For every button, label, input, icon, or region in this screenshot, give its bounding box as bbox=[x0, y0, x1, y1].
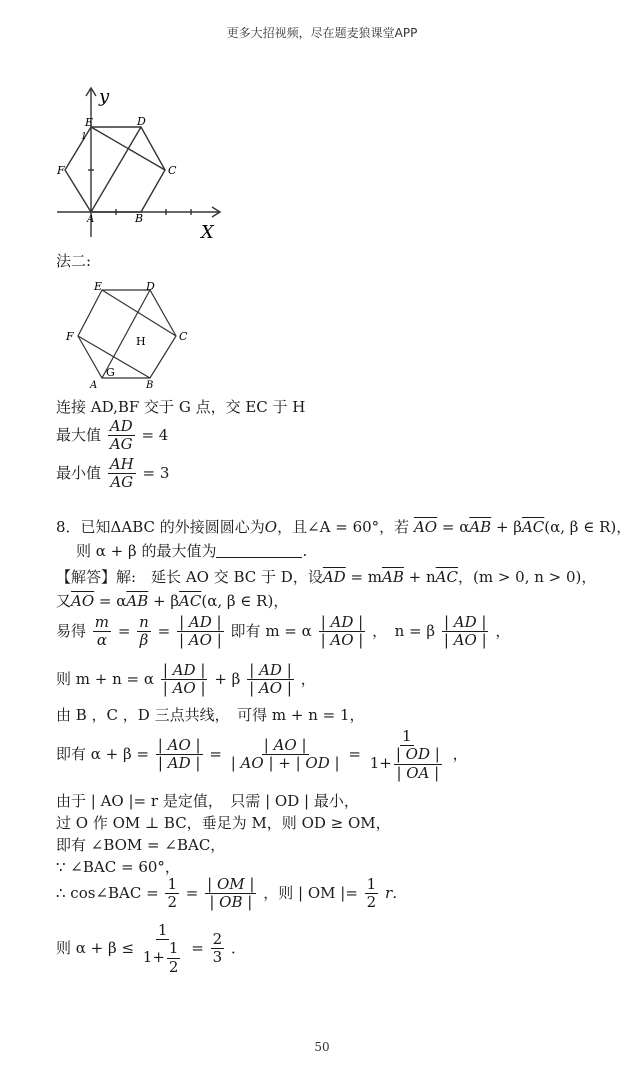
label-f: F bbox=[66, 330, 74, 343]
method-two-label: 法二: bbox=[56, 252, 92, 270]
answer-blank bbox=[216, 556, 302, 558]
max-fraction: $\frac{AD}{AG}$ bbox=[109, 417, 133, 454]
label-c: C bbox=[168, 164, 177, 177]
solution-line12: 则 α + β ≤ 1 1+ $\frac{1}{2}$ = $\frac{2}{3}$ ． bbox=[56, 921, 246, 976]
solution-line2: 又$\overline{AO} = \alpha\overline{AB} + \beta\overline{AC}(\alpha$, β ∈ R)， bbox=[56, 592, 289, 610]
solution-line9: 即有 ∠BOM = ∠BAC， bbox=[56, 836, 226, 854]
label-a: A bbox=[90, 380, 98, 390]
label-e: E bbox=[94, 280, 103, 293]
label-b: B bbox=[135, 212, 144, 225]
figure-hexagon-gh bbox=[60, 278, 195, 390]
question-8-line2: 则 α + β 的最大值为 . bbox=[76, 542, 308, 560]
label-e: E bbox=[85, 116, 94, 129]
label-c: C bbox=[179, 330, 188, 343]
segment-ec bbox=[102, 290, 176, 336]
label-one: 1 bbox=[81, 132, 87, 142]
segment-ec bbox=[91, 127, 165, 170]
label-b: B bbox=[146, 380, 154, 390]
label-f: F bbox=[57, 164, 65, 177]
segment-ad bbox=[102, 290, 150, 378]
solution-line5: 由 B ，C ，D 三点共线， 可得 m + n = 1， bbox=[56, 706, 365, 724]
page-header: 更多大招视频，尽在题麦狼课堂APP bbox=[226, 26, 418, 40]
label-d: D bbox=[137, 115, 146, 128]
min-value-line: 最小值 $\frac{AH}{AG}$ = 3 bbox=[56, 455, 170, 492]
page-number: 50 bbox=[314, 1040, 330, 1054]
solution-line3: 易得 $\frac{m}{\alpha}$ = $\frac{n}{\beta}$ = $\frac{| AD |}{| AO |}$ 即有 m = α $\frac{| AD |}{| AO |}$ ， n = β $\frac{| AD |}{| AO |}$ ， bbox=[56, 613, 511, 650]
label-h: H bbox=[136, 335, 146, 348]
solution-line8: 过 O 作 OM ⊥ BC，垂足为 M，则 OD ≥ OM， bbox=[56, 814, 391, 832]
max-label: 最大值 bbox=[56, 425, 102, 444]
solution-line1: 【解答】解: 延长 AO 交 BC 于 D，设$\overline{AD} = m\overline{AB} + n\overline{AC}$，(m > 0, n > 0)， bbox=[56, 568, 597, 586]
figure-hexagon-axes bbox=[55, 82, 230, 242]
segment-ad bbox=[91, 127, 141, 212]
label-d: D bbox=[146, 280, 155, 293]
label-x: X bbox=[201, 222, 214, 242]
solution-line6: 即有 α + β = $\frac{| AO |}{| AD |}$ = $\frac{| AO |}{| AO | + | OD |}$ = 1 1+ $\frac{| OD |}{| OA |}$ ， bbox=[56, 727, 468, 782]
solution-line4: 则 m + n = α $\frac{| AD |}{| AO |}$ + β $\frac{| AD |}{| AO |}$ ， bbox=[56, 661, 316, 698]
label-y: y bbox=[99, 86, 110, 107]
solution-line10: ∵ ∠BAC = 60°， bbox=[56, 858, 180, 876]
max-value-line: 最大值 $\frac{AD}{AG}$ = 4 bbox=[56, 417, 169, 454]
solution-line11: ∴ cos∠BAC = $\frac{1}{2}$ = $\frac{| OM |}{| OB |}$ ，则 | OM |= $\frac{1}{2}$ r． bbox=[56, 875, 408, 912]
solution-line7: 由于 | AO |= r 是定值， 只需 | OD | 最小， bbox=[56, 792, 359, 810]
question-8-line1: 8．已知ΔABC 的外接圆圆心为O，且∠A = 60°，若 $\overline{AO} = \alpha\overline{AB} + \beta\overline{AC}(\alpha$, β ∈ R)， bbox=[56, 518, 632, 536]
connect-text: 连接 AD,BF 交于 G 点，交 EC 于 H bbox=[56, 398, 306, 416]
label-g: G bbox=[106, 366, 115, 379]
min-fraction: $\frac{AH}{AG}$ bbox=[109, 455, 134, 492]
hexagon bbox=[65, 127, 165, 212]
min-label: 最小值 bbox=[56, 463, 102, 482]
label-a: A bbox=[87, 214, 95, 225]
